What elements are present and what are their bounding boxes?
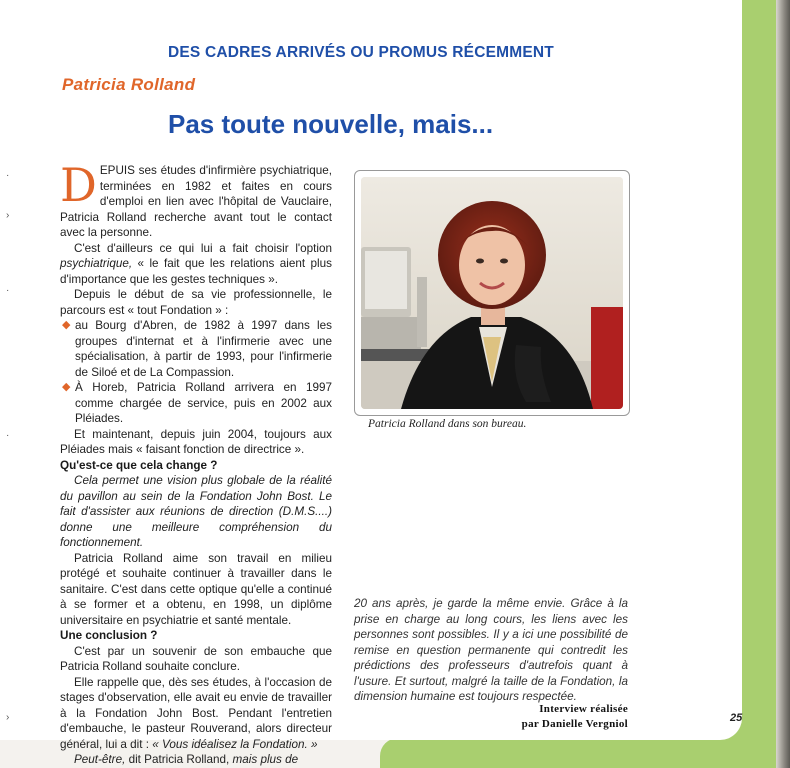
question-heading: Une conclusion ? bbox=[60, 629, 158, 642]
article-column bbox=[60, 158, 332, 768]
page-number: 25 bbox=[730, 712, 743, 724]
section-header: DES CADRES ARRIVÉS OU PROMUS RÉCEMMENT bbox=[168, 44, 554, 61]
portrait-illustration bbox=[361, 177, 623, 409]
margin-mark: › bbox=[6, 210, 10, 221]
paragraph: Patricia Rolland aime son travail en milieu protégé et souhaite continuer à travailler dans le sanitaire. C'est dans cette optique qu'elle a continué à se former et a obtenu, en 1998, un diplôme universitaire en psychiatrie et santé mentale. bbox=[60, 551, 332, 627]
paragraph-text-italic: psychiatrique, bbox=[60, 257, 133, 270]
paragraph: Depuis le début de sa vie professionnelle, le parcours est « tout Fondation » : bbox=[60, 288, 332, 317]
paragraph-text: Elle rappelle que, dès ses études, à l'occasion de stages d'observation, elle avait eu envie de travailler à la Fondation John Bost. Pendant l'entretien d'embauche, le pasteur Rouverand, alors directeur général, lui a dit : bbox=[60, 675, 332, 751]
author-name: Patricia Rolland bbox=[62, 75, 196, 94]
interview-credit bbox=[466, 702, 628, 732]
drop-cap: D bbox=[60, 158, 97, 212]
credit-line: par Danielle Vergniol bbox=[521, 718, 628, 730]
article-title: Pas toute nouvelle, mais... bbox=[168, 109, 494, 139]
paragraph bbox=[60, 675, 332, 753]
margin-mark: · bbox=[6, 170, 10, 181]
quote-text: mais plus de bbox=[232, 753, 299, 766]
intro-text: EPUIS ses études d'infirmière psychiatrique, terminées en 1982 et faites en cours d'emploi en lien avec l'hôpital de Vauclaire, Patricia Rolland recherche avant tout le contact avec la personne. bbox=[60, 164, 332, 239]
quote-text: Peut-être, bbox=[74, 753, 126, 766]
margin-mark: › bbox=[6, 712, 10, 723]
paragraph-text: dit Patricia Rolland, bbox=[125, 753, 233, 766]
diamond-bullet-icon: ◆ bbox=[62, 319, 71, 331]
green-bottom-band bbox=[380, 738, 778, 768]
quote-text: « Vous idéalisez la Fondation. » bbox=[152, 737, 318, 751]
answer-paragraph: Cela permet une vision plus globale de la réalité du pavillon au sein de la Fondation John Bost. Le fait d'assister aux réunions de direction (D.M.S....) donne une meilleure compréhension du fonctionnement. bbox=[60, 474, 332, 549]
list-item-text: À Horeb, Patricia Rolland arrivera en 1997 comme chargée de service, puis en 2002 aux Pléiades. bbox=[75, 381, 332, 425]
paragraph: C'est par un souvenir de son embauche que Patricia Rolland souhaite conclure. bbox=[60, 644, 332, 673]
photo-frame bbox=[354, 170, 630, 416]
question-heading: Qu'est-ce que cela change ? bbox=[60, 458, 218, 472]
paragraph-text: « le fait que les relations aient plus d'importance que les gestes techniques ». bbox=[60, 257, 332, 286]
portrait-photo bbox=[361, 177, 623, 409]
intro-paragraph bbox=[60, 158, 332, 241]
diamond-bullet-icon: ◆ bbox=[62, 381, 71, 393]
article-continuation: 20 ans après, je garde la même envie. Grâce à la prise en charge au long cours, les liens avec les personnes sont possibles. Il y a ici une possibilité de remise en question permanente qui contredit les prédictions des professeurs d'autrefois quant à l'usure. Et surtout, malgré la taille de la Fondation, la dimension humaine est toujours respectée. bbox=[354, 597, 628, 703]
list-item bbox=[60, 318, 332, 380]
paragraph: Et maintenant, depuis juin 2004, toujours aux Pléiades mais « faisant fonction de directrice ». bbox=[60, 427, 332, 456]
photo-caption: Patricia Rolland dans son bureau. bbox=[368, 418, 527, 430]
paragraph bbox=[60, 752, 332, 768]
margin-mark: · bbox=[6, 285, 10, 296]
list-item-text: au Bourg d'Abren, de 1982 à 1997 dans les groupes d'internat et à l'infirmerie avec une spécialisation, à partir de 1993, pour l'infirmerie de Siloé et de La Compassion. bbox=[75, 319, 332, 379]
page-binding-edge bbox=[776, 0, 790, 768]
margin-mark: · bbox=[6, 430, 10, 441]
paragraph bbox=[60, 241, 332, 288]
paragraph-text: C'est d'ailleurs ce qui lui a fait choisir l'option bbox=[74, 241, 332, 255]
list-item bbox=[60, 380, 332, 427]
credit-line: Interview réalisée bbox=[539, 703, 628, 715]
